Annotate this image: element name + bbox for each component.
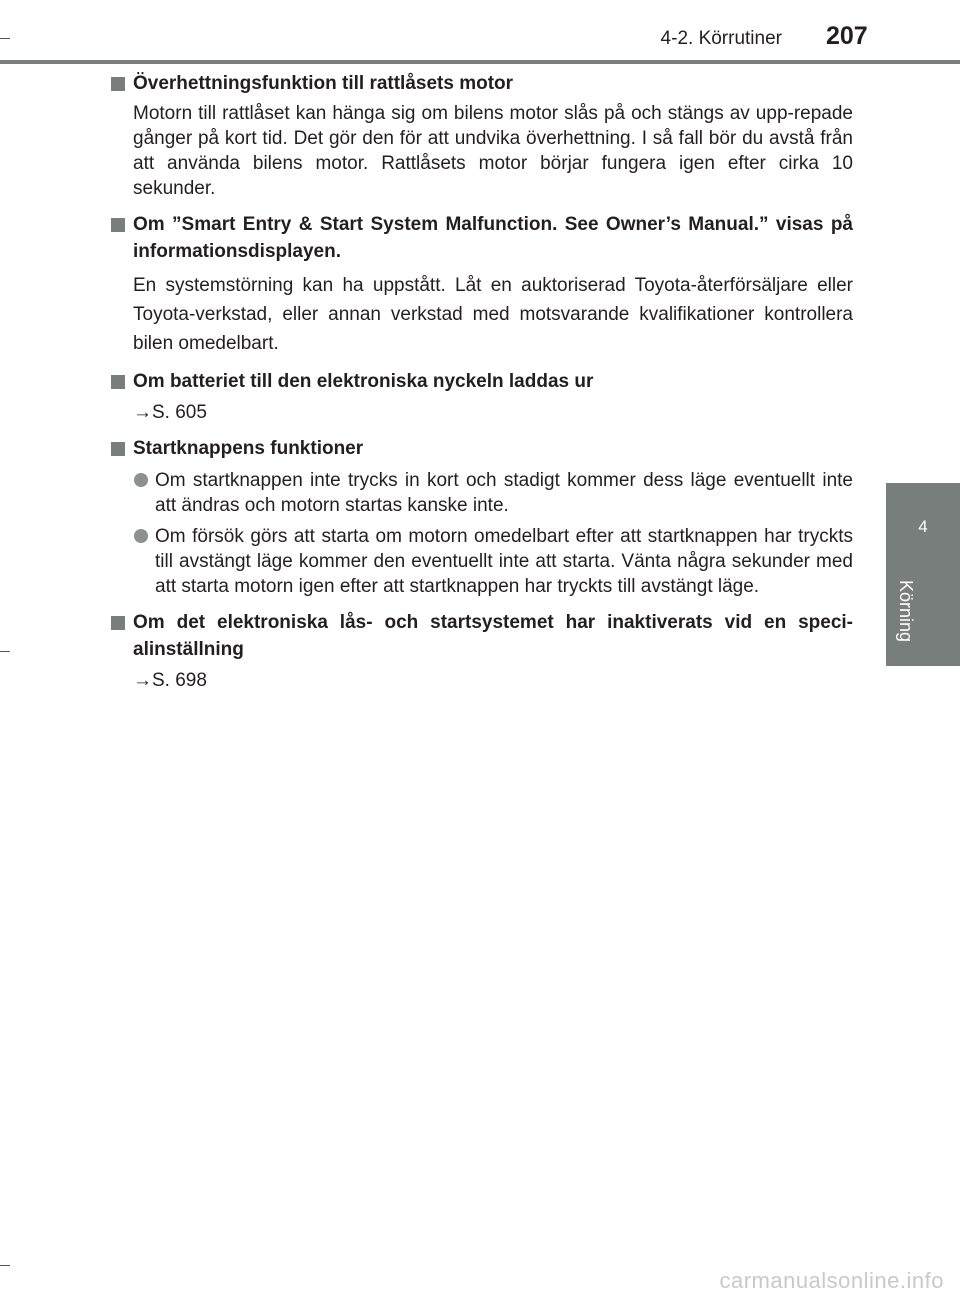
section-key-battery: [111, 368, 853, 425]
crop-mark: [0, 38, 10, 39]
page-reference-link[interactable]: →S. 605: [133, 402, 207, 423]
list-item: [111, 524, 853, 599]
section-heading: [111, 368, 853, 395]
chapter-label: Körning: [896, 580, 916, 643]
section-overheating: [111, 70, 853, 201]
crop-mark: [0, 1265, 10, 1266]
header-section-title: 4-2. Körrutiner: [660, 28, 782, 49]
round-bullet-icon: [134, 529, 148, 543]
list-item-text: Om försök görs att starta om motorn omedelbart efter att startknappen har tryckts till avstängt läge kommer den eventuellt inte att starta. Vänta några sekunder med att starta motorn igen efter att startknappen har tryckts till avstängt läge.: [155, 526, 853, 597]
list-item-text: Om startknappen inte trycks in kort och stadigt kommer dess läge eventuellt inte att ändras och motorn startas kanske inte.: [155, 470, 853, 516]
section-heading: [111, 70, 853, 97]
section-heading-text: Om det elektroniska lås- och startsystemet har inaktiverats vid en speci-alinställning: [133, 612, 853, 660]
chapter-side-tab: [886, 483, 960, 666]
section-heading-text: Överhettningsfunktion till rattlåsets motor: [133, 73, 514, 94]
watermark-text: carmanualsonline.info: [719, 1268, 944, 1293]
section-heading: [111, 435, 853, 462]
square-bullet-icon: [111, 375, 125, 389]
square-bullet-icon: [111, 218, 125, 232]
section-malfunction-message: [111, 211, 853, 358]
page-number: 207: [826, 22, 868, 50]
section-start-button: [111, 435, 853, 599]
section-special-setting: [111, 609, 853, 693]
section-paragraph: En systemstörning kan ha uppstått. Låt en auktoriserad Toyota-återförsäljare eller Toyota-verkstad, eller annan verkstad med motsvarande kvalifikationer kontrollera bilen omedelbart.: [133, 275, 853, 354]
square-bullet-icon: [111, 77, 125, 91]
page-reference-link[interactable]: →S. 698: [133, 670, 207, 691]
list-item: [111, 468, 853, 518]
section-heading: [111, 211, 853, 265]
header-rule: [0, 60, 960, 64]
section-heading-text: Om ”Smart Entry & Start System Malfunction. See Owner’s Manual.” visas på informationsdisplayen.: [133, 214, 853, 262]
section-heading-text: Om batteriet till den elektroniska nyckeln laddas ur: [133, 371, 594, 392]
crop-mark: [0, 651, 10, 652]
square-bullet-icon: [111, 442, 125, 456]
square-bullet-icon: [111, 616, 125, 630]
chapter-number: 4: [918, 517, 928, 536]
section-heading-text: Startknappens funktioner: [133, 438, 364, 459]
section-paragraph: Motorn till rattlåset kan hänga sig om bilens motor slås på och stängs av upp-repade gånger på kort tid. Det gör den för att undvika överhettning. I så fall bör du avstå från att använda bilens motor. Rattlåsets motor börjar fungera igen efter cirka 10 sekunder.: [133, 103, 853, 199]
section-heading: [111, 609, 853, 663]
round-bullet-icon: [134, 473, 148, 487]
page-content: [111, 70, 853, 703]
